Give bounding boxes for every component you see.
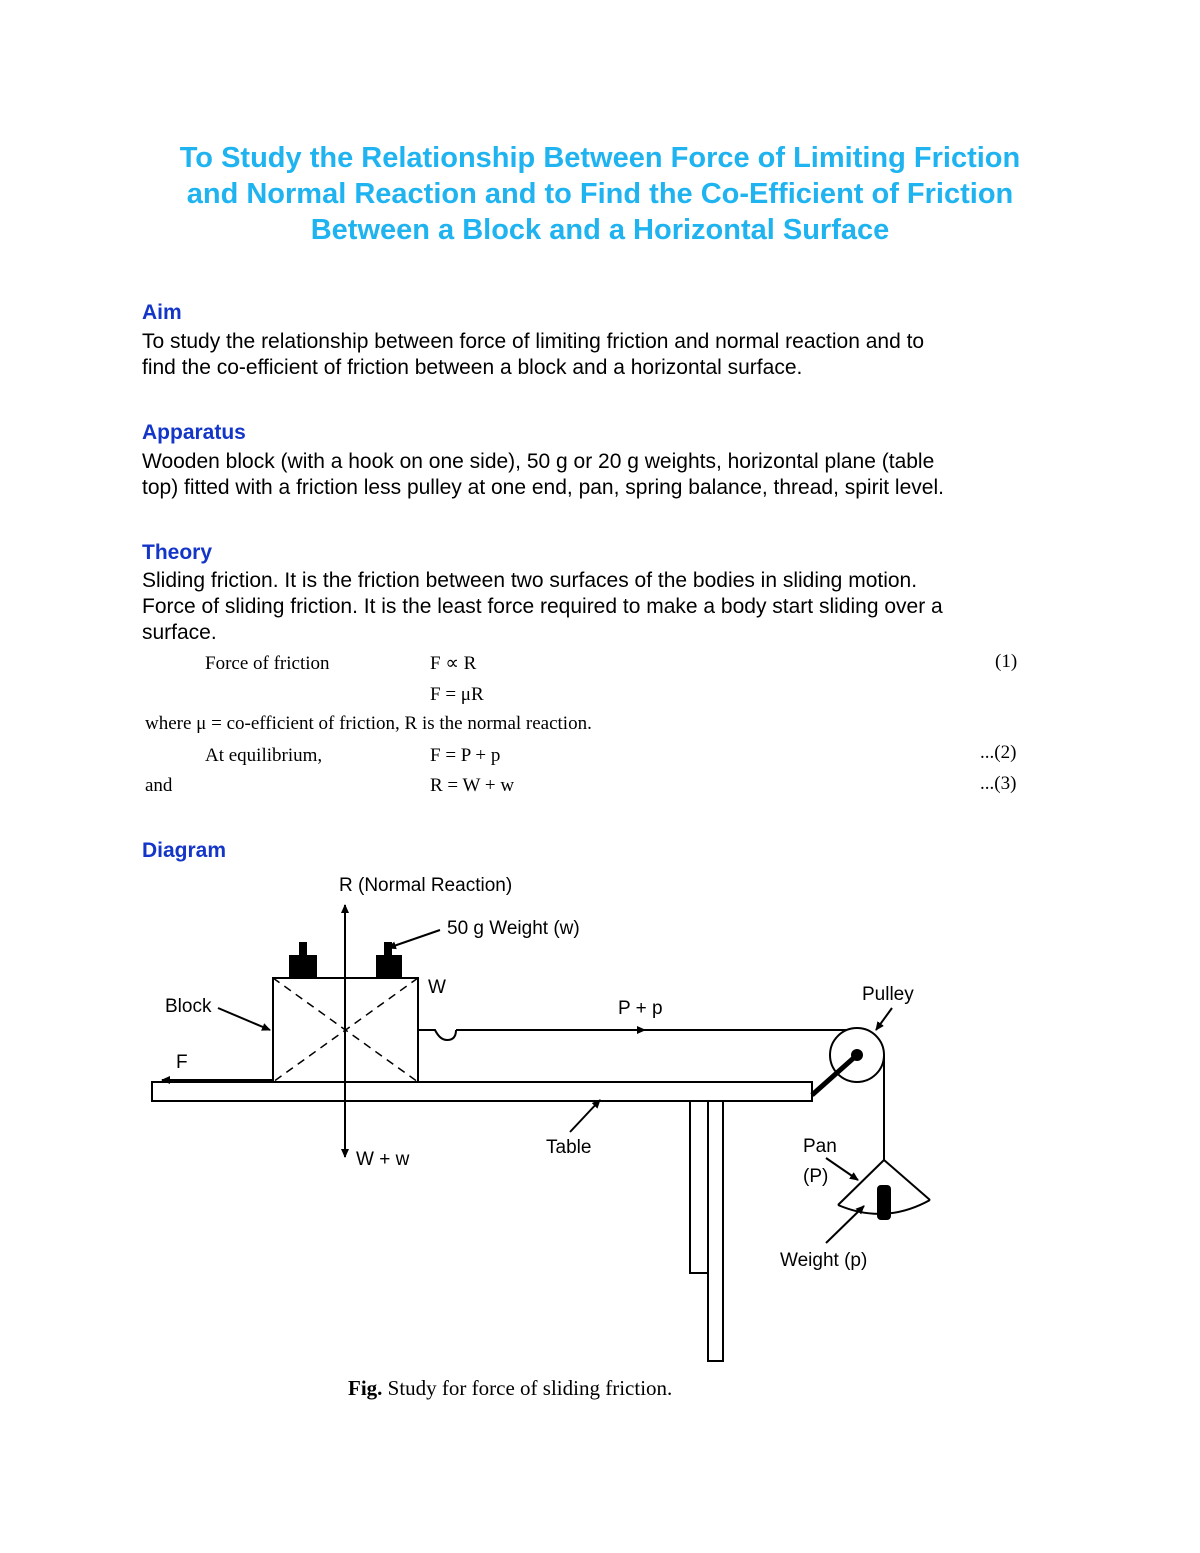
weight-p-leader <box>826 1206 864 1243</box>
label-p-plus-p: P + p <box>618 998 663 1019</box>
block-weight-left <box>289 942 317 977</box>
label-w-block: W <box>428 977 446 998</box>
eq1b-formula: F = μR <box>430 684 484 705</box>
theory-heading: Theory <box>142 541 213 564</box>
friction-diagram <box>0 860 1200 1380</box>
aim-line-2: find the co-efficient of friction between a block and a horizontal surface. <box>142 356 803 379</box>
table-leader <box>570 1100 600 1132</box>
figure-caption <box>348 1376 672 1401</box>
label-w-plus-w: W + w <box>356 1149 410 1170</box>
eq1-formula: F ∝ R <box>430 653 477 674</box>
theory-line-1: Sliding friction. It is the friction between two surfaces of the bodies in sliding motion. <box>142 569 918 592</box>
table-leg-front <box>690 1101 708 1273</box>
caption-fig: Fig. <box>348 1376 383 1400</box>
apparatus-text <box>142 449 1072 501</box>
table-leg-back <box>708 1101 723 1361</box>
title-line-1: To Study the Relationship Between Force of Limiting Friction <box>179 142 1021 174</box>
title-line-3: Between a Block and a Horizontal Surface <box>310 214 890 246</box>
label-weight-p: Weight (p) <box>780 1250 868 1271</box>
aim-text <box>142 329 1072 381</box>
label-weight-50g: 50 g Weight (w) <box>447 918 580 939</box>
label-friction: F <box>176 1052 188 1073</box>
pan-leader <box>826 1158 858 1180</box>
aim-line-1: To study the relationship between force of limiting friction and normal reaction and to <box>142 330 925 353</box>
pan <box>838 1160 930 1220</box>
label-table: Table <box>546 1137 592 1158</box>
eq1-number: (1) <box>995 651 1018 672</box>
where-text: where μ = co-efficient of friction, R is the normal reaction. <box>145 713 592 734</box>
pulley-leader <box>876 1008 892 1030</box>
label-pan: Pan <box>803 1136 837 1157</box>
theory-line-3: surface. <box>142 621 217 644</box>
block-leader <box>218 1008 270 1030</box>
eq1-label: Force of friction <box>205 653 330 674</box>
weight-leader <box>388 930 440 948</box>
pulley <box>812 1028 884 1095</box>
label-pan-p: (P) <box>803 1166 829 1187</box>
label-normal-reaction: R (Normal Reaction) <box>339 875 513 896</box>
aim-heading: Aim <box>142 301 182 324</box>
apparatus-line-2: top) fitted with a friction less pulley at one end, pan, spring balance, thread, spirit level. <box>142 476 944 499</box>
title-line-2: and Normal Reaction and to Find the Co-Efficient of Friction <box>186 178 1014 210</box>
label-pulley: Pulley <box>862 984 914 1005</box>
page-title <box>100 140 1100 248</box>
eq2-number: ...(2) <box>980 742 1017 763</box>
caption-text: Study for force of sliding friction. <box>387 1376 673 1400</box>
diagram-heading: Diagram <box>142 839 227 862</box>
theory-text <box>142 568 1072 646</box>
theory-line-2: Force of sliding friction. It is the least force required to make a body start sliding over a <box>142 595 943 618</box>
table-top <box>152 1082 812 1101</box>
eq3-formula: R = W + w <box>430 775 515 796</box>
apparatus-line-1: Wooden block (with a hook on one side), 50 g or 20 g weights, horizontal plane (table <box>142 450 935 473</box>
eq3-label: and <box>145 775 173 796</box>
hook <box>418 1030 456 1040</box>
eq3-number: ...(3) <box>980 773 1017 794</box>
eq2-formula: F = P + p <box>430 745 501 766</box>
label-block: Block <box>165 996 212 1017</box>
eq2-label: At equilibrium, <box>205 745 323 766</box>
apparatus-heading: Apparatus <box>142 421 246 444</box>
